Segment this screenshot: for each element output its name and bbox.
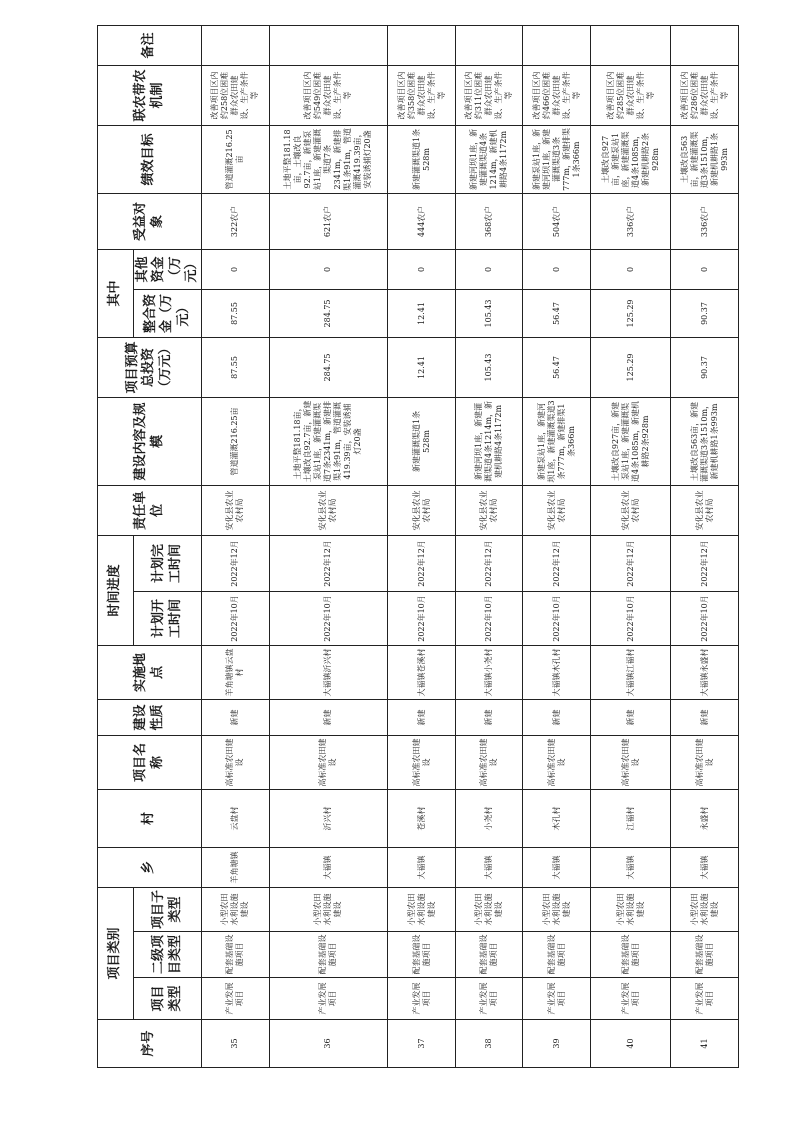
cell-project-name: 高标准农田建设 bbox=[523, 735, 591, 789]
cell-beneficiary: 368农户 bbox=[455, 193, 523, 249]
cell-integrated: 284.75 bbox=[269, 289, 388, 337]
cell-other: 0 bbox=[455, 249, 523, 289]
cell-mechanism: 改善项目区内约285位困难群众农田建设、生产条件等 bbox=[590, 65, 670, 125]
cell-other: 0 bbox=[671, 249, 739, 289]
cell-content: 土地平整181.18亩，土壤改良92.7亩，新建泵站1座，新建灌溉渠道7条2341m，新建排渠1条91m，管道灌溉419.39亩，安装诱捕灯20盏 bbox=[269, 397, 388, 485]
cell-mechanism: 改善项目区内约549位困难群众农田建设、生产条件等 bbox=[269, 65, 388, 125]
cell-project-type: 产业发展项目 bbox=[202, 978, 270, 1020]
header-start-time: 计划开工时间 bbox=[134, 591, 202, 645]
cell-level2-type: 配套基础设施项目 bbox=[202, 932, 270, 978]
cell-nature: 新建 bbox=[269, 699, 388, 735]
cell-project-name: 高标准农田建设 bbox=[590, 735, 670, 789]
cell-project-type: 产业发展项目 bbox=[671, 978, 739, 1020]
cell-mechanism: 改善项目区内约258位困难群众农田建设、生产条件等 bbox=[202, 65, 270, 125]
cell-project-type: 产业发展项目 bbox=[523, 978, 591, 1020]
cell-seq: 39 bbox=[523, 1020, 591, 1068]
cell-project-name: 高标准农田建设 bbox=[388, 735, 456, 789]
cell-content: 新建河坝1座，新建灌溉渠道4条1214m，新建机耕路4条1172m bbox=[455, 397, 523, 485]
cell-end-time: 2022年12月 bbox=[590, 535, 670, 591]
cell-target: 土地平整181.18亩，土壤改良92.7亩，新建泵站1座，新建灌溉渠道7条2341m，新建排渠1条91m，管道灌溉419.39亩，安装诱捕灯20盏 bbox=[269, 125, 388, 193]
cell-beneficiary: 322农户 bbox=[202, 193, 270, 249]
cell-level2-type: 配套基础设施项目 bbox=[523, 932, 591, 978]
header-end-time: 计划完工时间 bbox=[134, 535, 202, 591]
cell-content: 新建泵站1座，新建河坝1座，新建灌溉渠道3条777m，新建排渠1条366m bbox=[523, 397, 591, 485]
cell-township: 大福镇 bbox=[523, 847, 591, 887]
cell-level2-type: 配套基础设施项目 bbox=[590, 932, 670, 978]
cell-nature: 新建 bbox=[671, 699, 739, 735]
header-schedule-group: 时间进度 bbox=[98, 535, 134, 645]
cell-seq: 41 bbox=[671, 1020, 739, 1068]
table-row bbox=[671, 25, 739, 1067]
cell-location: 大福镇永盛村 bbox=[671, 645, 739, 699]
cell-integrated: 125.29 bbox=[590, 289, 670, 337]
header-mechanism: 联农带农机制 bbox=[98, 65, 202, 125]
cell-unit: 安化县农业农村局 bbox=[671, 485, 739, 535]
cell-location: 大福镇小尧村 bbox=[455, 645, 523, 699]
cell-location: 大福镇沂兴村 bbox=[269, 645, 388, 699]
cell-budget: 105.43 bbox=[455, 337, 523, 397]
table-row bbox=[202, 25, 270, 1067]
cell-beneficiary: 504农户 bbox=[523, 193, 591, 249]
cell-start-time: 2022年10月 bbox=[388, 591, 456, 645]
header-integrated: 整合资金（万元） bbox=[134, 289, 202, 337]
cell-other: 0 bbox=[523, 249, 591, 289]
cell-township: 大福镇 bbox=[671, 847, 739, 887]
cell-township: 大福镇 bbox=[590, 847, 670, 887]
cell-remark bbox=[523, 25, 591, 65]
cell-level2-type: 配套基础设施项目 bbox=[671, 932, 739, 978]
cell-budget: 284.75 bbox=[269, 337, 388, 397]
cell-budget: 56.47 bbox=[523, 337, 591, 397]
rotated-table-wrapper bbox=[97, 32, 739, 1068]
cell-level2-type: 配套基础设施项目 bbox=[269, 932, 388, 978]
table-row bbox=[388, 25, 456, 1067]
header-among-group: 其中 bbox=[98, 249, 134, 337]
cell-target: 新建泵站1座，新建河坝1座，新建灌溉渠道3条777m，新建排渠1条366m bbox=[523, 125, 591, 193]
cell-beneficiary: 336农户 bbox=[590, 193, 670, 249]
cell-beneficiary: 444农户 bbox=[388, 193, 456, 249]
cell-nature: 新建 bbox=[202, 699, 270, 735]
cell-target: 新建河坝1座，新建灌溉渠道4条1214m，新建机耕路4条1172m bbox=[455, 125, 523, 193]
cell-village: 苍溪村 bbox=[388, 789, 456, 847]
header-other: 其他资金（万元） bbox=[134, 249, 202, 289]
cell-nature: 新建 bbox=[523, 699, 591, 735]
cell-seq: 36 bbox=[269, 1020, 388, 1068]
cell-level2-type: 配套基础设施项目 bbox=[388, 932, 456, 978]
cell-remark bbox=[388, 25, 456, 65]
cell-start-time: 2022年10月 bbox=[202, 591, 270, 645]
cell-nature: 新建 bbox=[455, 699, 523, 735]
cell-village: 沂兴村 bbox=[269, 789, 388, 847]
cell-village: 江福村 bbox=[590, 789, 670, 847]
cell-content: 土壤改良563亩，新建灌溉渠道3条1510m，新建机耕路1条993m bbox=[671, 397, 739, 485]
cell-content: 土壤改良927亩，新建泵站1座，新建灌溉渠道4条1085m，新建机耕路2条928m bbox=[590, 397, 670, 485]
table-row bbox=[455, 25, 523, 1067]
cell-seq: 37 bbox=[388, 1020, 456, 1068]
cell-seq: 40 bbox=[590, 1020, 670, 1068]
cell-end-time: 2022年12月 bbox=[455, 535, 523, 591]
cell-remark bbox=[202, 25, 270, 65]
cell-content: 新建灌溉渠道1条528m bbox=[388, 397, 456, 485]
table-row bbox=[523, 25, 591, 1067]
cell-other: 0 bbox=[590, 249, 670, 289]
cell-start-time: 2022年10月 bbox=[269, 591, 388, 645]
header-unit: 责任单位 bbox=[98, 485, 202, 535]
cell-remark bbox=[590, 25, 670, 65]
cell-village: 云盘村 bbox=[202, 789, 270, 847]
cell-end-time: 2022年12月 bbox=[523, 535, 591, 591]
cell-sub-type: 小型农田水利设施建设 bbox=[269, 887, 388, 931]
cell-sub-type: 小型农田水利设施建设 bbox=[388, 887, 456, 931]
cell-content: 管道灌溉216.25亩 bbox=[202, 397, 270, 485]
cell-project-name: 高标准农田建设 bbox=[202, 735, 270, 789]
header-sub-type: 项目子类型 bbox=[134, 887, 202, 931]
cell-remark bbox=[269, 25, 388, 65]
cell-nature: 新建 bbox=[388, 699, 456, 735]
header-remark: 备注 bbox=[98, 25, 202, 65]
cell-mechanism: 改善项目区内约466位困难群众农田建设、生产条件等 bbox=[523, 65, 591, 125]
cell-budget: 125.29 bbox=[590, 337, 670, 397]
cell-unit: 安化县农业农村局 bbox=[523, 485, 591, 535]
cell-location: 羊角塘镇云盘村 bbox=[202, 645, 270, 699]
cell-beneficiary: 336农户 bbox=[671, 193, 739, 249]
cell-location: 大福镇木孔村 bbox=[523, 645, 591, 699]
header-location: 实施地点 bbox=[98, 645, 202, 699]
cell-budget: 90.37 bbox=[671, 337, 739, 397]
cell-remark bbox=[455, 25, 523, 65]
cell-integrated: 90.37 bbox=[671, 289, 739, 337]
cell-sub-type: 小型农田水利设施建设 bbox=[455, 887, 523, 931]
cell-end-time: 2022年12月 bbox=[202, 535, 270, 591]
table-row bbox=[269, 25, 388, 1067]
cell-township: 大福镇 bbox=[269, 847, 388, 887]
cell-integrated: 87.55 bbox=[202, 289, 270, 337]
cell-township: 大福镇 bbox=[455, 847, 523, 887]
cell-budget: 12.41 bbox=[388, 337, 456, 397]
cell-seq: 35 bbox=[202, 1020, 270, 1068]
header-beneficiary: 受益对象 bbox=[98, 193, 202, 249]
cell-sub-type: 小型农田水利设施建设 bbox=[590, 887, 670, 931]
cell-unit: 安化县农业农村局 bbox=[590, 485, 670, 535]
cell-other: 0 bbox=[269, 249, 388, 289]
cell-target: 新建灌溉渠道1条528m bbox=[388, 125, 456, 193]
header-target: 绩效目标 bbox=[98, 125, 202, 193]
cell-project-type: 产业发展项目 bbox=[455, 978, 523, 1020]
cell-start-time: 2022年10月 bbox=[455, 591, 523, 645]
header-level2-type: 二级项目类型 bbox=[134, 932, 202, 978]
cell-seq: 38 bbox=[455, 1020, 523, 1068]
cell-target: 管道灌溉216.25亩 bbox=[202, 125, 270, 193]
cell-beneficiary: 621农户 bbox=[269, 193, 388, 249]
cell-unit: 安化县农业农村局 bbox=[202, 485, 270, 535]
cell-start-time: 2022年10月 bbox=[671, 591, 739, 645]
table-row bbox=[590, 25, 670, 1067]
cell-end-time: 2022年12月 bbox=[388, 535, 456, 591]
cell-project-type: 产业发展项目 bbox=[388, 978, 456, 1020]
cell-end-time: 2022年12月 bbox=[269, 535, 388, 591]
header-budget: 项目预算总投资（万元） bbox=[98, 337, 202, 397]
header-nature: 建设性质 bbox=[98, 699, 202, 735]
cell-start-time: 2022年10月 bbox=[523, 591, 591, 645]
cell-project-type: 产业发展项目 bbox=[590, 978, 670, 1020]
cell-village: 小尧村 bbox=[455, 789, 523, 847]
cell-location: 大福镇江福村 bbox=[590, 645, 670, 699]
header-village: 村 bbox=[98, 789, 202, 847]
cell-other: 0 bbox=[388, 249, 456, 289]
header-seq: 序号 bbox=[98, 1020, 202, 1068]
cell-budget: 87.55 bbox=[202, 337, 270, 397]
cell-target: 土壤改良563亩，新建灌溉渠道3条1510m，新建机耕路1条993m bbox=[671, 125, 739, 193]
cell-mechanism: 改善项目区内约358位困难群众农田建设、生产条件等 bbox=[388, 65, 456, 125]
header-content: 建设内容及规模 bbox=[98, 397, 202, 485]
cell-remark bbox=[671, 25, 739, 65]
cell-unit: 安化县农业农村局 bbox=[269, 485, 388, 535]
cell-mechanism: 改善项目区内约311位困难群众农田建设、生产条件等 bbox=[455, 65, 523, 125]
cell-project-name: 高标准农田建设 bbox=[269, 735, 388, 789]
header-township: 乡 bbox=[98, 847, 202, 887]
cell-project-name: 高标准农田建设 bbox=[671, 735, 739, 789]
cell-village: 永盛村 bbox=[671, 789, 739, 847]
cell-township: 羊角塘镇 bbox=[202, 847, 270, 887]
cell-integrated: 12.41 bbox=[388, 289, 456, 337]
cell-project-type: 产业发展项目 bbox=[269, 978, 388, 1020]
cell-sub-type: 小型农田水利设施建设 bbox=[671, 887, 739, 931]
cell-unit: 安化县农业农村局 bbox=[388, 485, 456, 535]
cell-sub-type: 小型农田水利设施建设 bbox=[523, 887, 591, 931]
cell-location: 大福镇苍溪村 bbox=[388, 645, 456, 699]
header-project-name: 项目名称 bbox=[98, 735, 202, 789]
cell-level2-type: 配套基础设施项目 bbox=[455, 932, 523, 978]
cell-mechanism: 改善项目区内约286位困难群众农田建设、生产条件等 bbox=[671, 65, 739, 125]
cell-integrated: 56.47 bbox=[523, 289, 591, 337]
cell-end-time: 2022年12月 bbox=[671, 535, 739, 591]
cell-nature: 新建 bbox=[590, 699, 670, 735]
header-category-group: 项目类别 bbox=[98, 887, 134, 1019]
cell-sub-type: 小型农田水利设施建设 bbox=[202, 887, 270, 931]
cell-project-name: 高标准农田建设 bbox=[455, 735, 523, 789]
cell-target: 土壤改良927亩，新建泵站1座，新建灌溉渠道4条1085m，新建机耕路2条928m bbox=[590, 125, 670, 193]
cell-other: 0 bbox=[202, 249, 270, 289]
cell-township: 大福镇 bbox=[388, 847, 456, 887]
cell-village: 木孔村 bbox=[523, 789, 591, 847]
header-project-type: 项目类型 bbox=[134, 978, 202, 1020]
cell-start-time: 2022年10月 bbox=[590, 591, 670, 645]
project-table bbox=[97, 25, 739, 1068]
cell-unit: 安化县农业农村局 bbox=[455, 485, 523, 535]
cell-integrated: 105.43 bbox=[455, 289, 523, 337]
